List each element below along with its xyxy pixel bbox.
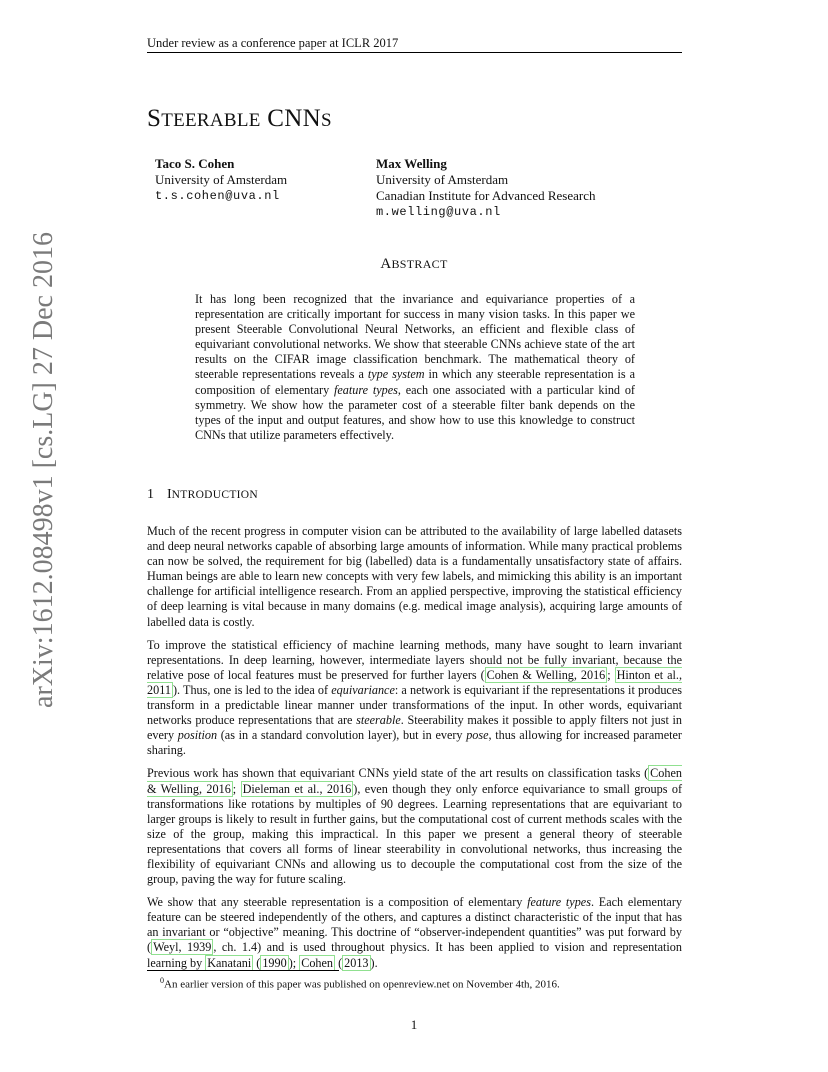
citation-link[interactable]: 1990 [262,955,287,970]
arxiv-identifier: arXiv:1612.08498v1 [cs.LG] 27 Dec 2016 [28,232,59,708]
paragraph-2: To improve the statistical efficiency of machine learning methods, many have sought to learn invariant representations. In deep learning, however, intermediate layers should not be fully invariant, because the relative pose of local features must be preserved for further layers ( Cohen & Welling, 2016 ; Hinton et al., 2011 ). Thus, one is led to the idea of equivariance: a network is equivariant if the representations it produces transform in a predictable linear manner under transformations of the input. In other words, equivariant networks produce representations that are steerable. Steerability makes it possible to apply filters not just in every position (as in a standard convolution layer), but in every pose, thus allowing for increased parameter sharing. [147,637,683,758]
abstract-body: It has long been recognized that the invariance and equivariance properties of a representation are critically important for success in many vision tasks. In this paper we present Steerable Convolutional Neural Networks, an efficient and flexible class of equivariant convolutional networks. We show that steerable CNNs achieve state of the art results on the CIFAR image classification benchmark. The mathematical theory of steerable representations reveals a type system in which any steerable representation is a composition of elementary feature types, each one associated with a particular kind of symmetry. We show how the parameter cost of a steerable filter bank depends on the types of the input and output features, and show how to use this knowledge to construct CNNs that utilize parameters effectively. [195,292,635,442]
author-name: Taco S. Cohen [155,156,235,171]
citation-link[interactable]: Weyl, 1939 [153,940,212,955]
introduction-body [147,524,682,979]
citation-link[interactable]: Cohen & Welling, 2016 [147,766,682,796]
author-affiliation: University of Amsterdam [155,172,288,187]
author-affiliation: University of Amsterdam [376,172,509,187]
paper-title: STEERABLE CNNS [147,105,332,132]
citation-link[interactable]: Cohen & Welling, 2016 [486,667,606,682]
footnote: $^0$An earlier version of this paper was published on openreview.net on November 4th, 2016. [160,976,560,991]
abstract-heading: ABSTRACT [380,256,448,272]
paragraph-3: Previous work has shown that equivariant CNNs yield state of the art results on classification tasks ( Cohen & Welling, 2016 ; Dieleman et al., 2016 ), even though they only enforce equivariance to small groups of transformations like rotations by multiples of 90 degrees. Learning representations that are equivariant to larger groups is likely to result in further gains, but the computational cost of current methods scales with the size of the group, making this impractical. In this paper we present a general theory of steerable representations that covers all forms of linear steerability in convolutional networks, thus increasing the flexibility of equivariant CNNs and allowing us to decouple the computational cost from the size of the group, paving the way for future scaling. [147,766,683,887]
page-number: 1 [410,1017,418,1032]
paragraph-4: We show that any steerable representation is a composition of elementary feature types. Each elementary feature can be steered independently of the others, and captures a distinct characteristic of the input that has an invariant or “objective” meaning. This doctrine of “observer-independent quantities” was put forward by ( Weyl, 1939 , ch. 1.4) and is used throughout physics. It has been applied to vision and representation learning by Kanatani ( 1990 ); Cohen ( 2013 ). [147,895,682,970]
section-heading-introduction: 1 INTRODUCTION [147,487,259,502]
header-rule [147,52,682,53]
author-email: t.s.cohen@uva.nl [155,189,280,203]
citation-link[interactable]: Kanatani [207,955,252,970]
author-block-1 [155,156,287,204]
footnote-rule [147,970,339,971]
author-email: m.welling@uva.nl [376,205,501,219]
citation-link[interactable]: 2013 [344,955,369,970]
running-header: Under review as a conference paper at ICLR 2017 [147,36,399,50]
author-name: Max Welling [376,156,447,171]
author-affiliation: Canadian Institute for Advanced Research [376,188,596,203]
citation-link[interactable]: Dieleman et al., 2016 [242,781,352,796]
citation-link[interactable]: Hinton et al., 2011 [147,667,683,697]
paragraph-1: Much of the recent progress in computer vision can be attributed to the availability of large labelled datasets and deep neural networks capable of absorbing large amounts of information. While many practical problems can now be solved, the requirement for big (labelled) data is a fundamentally unsatisfactory state of affairs. Human beings are able to learn new concepts with very few labels, and mimicking this ability is an important challenge for artificial intelligence research. From an applied perspective, improving the statistical efficiency of deep learning is vital because in many domains (e.g. medical image analysis), acquiring large amounts of labelled data is costly. [147,524,682,629]
author-block-2 [376,156,595,220]
citation-link[interactable]: Cohen [301,955,334,970]
